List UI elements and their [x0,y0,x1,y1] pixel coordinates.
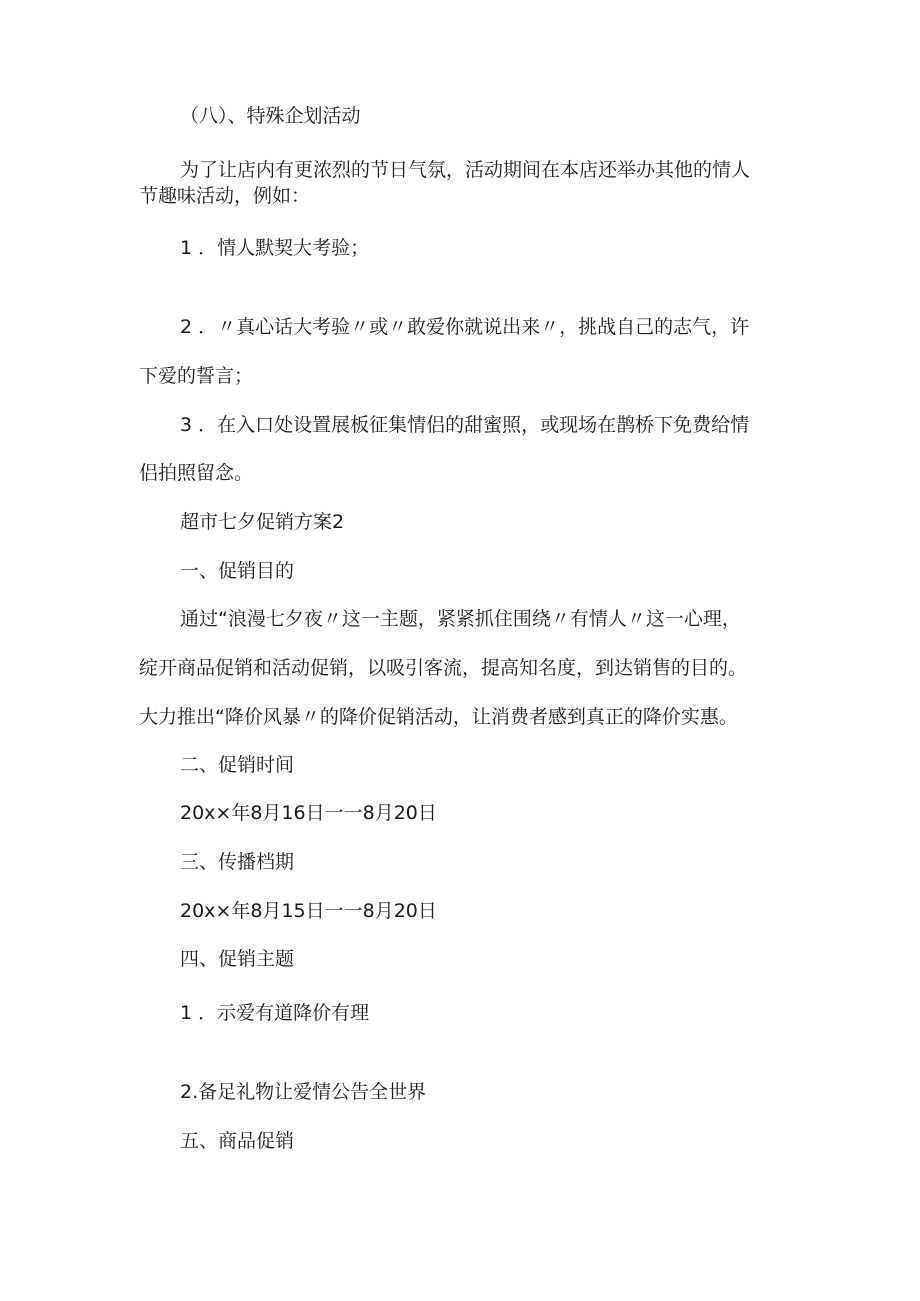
paragraph-purpose-line-3: 大力推出“降价风暴〃的降价促销活动，让消费者感到真正的降价实惠。 [139,706,738,728]
paragraph-intro-line-2: 节趣味活动，例如： [139,185,311,207]
heading-promotion-time: 二、促销时间 [180,754,295,776]
heading-goods-promotion: 五、商品促销 [180,1130,295,1152]
list-item-3-line-2: 侣拍照留念。 [139,462,254,484]
heading-promotion-purpose: 一、促销目的 [180,560,295,582]
section-heading-special-activities: （八）、特殊企划活动 [180,105,361,127]
paragraph-purpose-line-2: 绽开商品促销和活动促销，以吸引客流，提高知名度，到达销售的目的。 [139,657,748,679]
list-item-2-line-1: 2 ．〃真心话大考验〃或〃敢爱你就说出来〃，挑战自己的志气，许 [180,316,750,338]
paragraph-purpose-line-1: 通过“浪漫七夕夜〃这一主题，紧紧抓住围绕〃有情人〃这一心理， [180,608,741,630]
heading-media-schedule: 三、传播档期 [180,851,295,873]
document-title-plan-2: 超市七夕促销方案2 [180,511,345,533]
paragraph-intro-line-1: 为了让店内有更浓烈的节日气氛，活动期间在本店还举办其他的情人 [180,159,751,181]
heading-promotion-theme: 四、促销主题 [180,948,295,970]
list-item-2-line-2: 下爱的誓言； [139,365,254,387]
media-schedule-value: 20x×年8月15日一一8月20日 [180,900,437,922]
theme-item-2: 2.备足礼物让爱情公告全世界 [180,1081,427,1103]
list-item-3-line-1: 3 ．在入口处设置展板征集情侣的甜蜜照，或现场在鹊桥下免费给情 [180,414,750,436]
promotion-time-value: 20x×年8月16日一一8月20日 [180,802,437,824]
list-item-1: 1 ．情人默契大考验； [180,237,370,259]
theme-item-1: 1 ．示爱有道降价有理 [180,1002,370,1024]
